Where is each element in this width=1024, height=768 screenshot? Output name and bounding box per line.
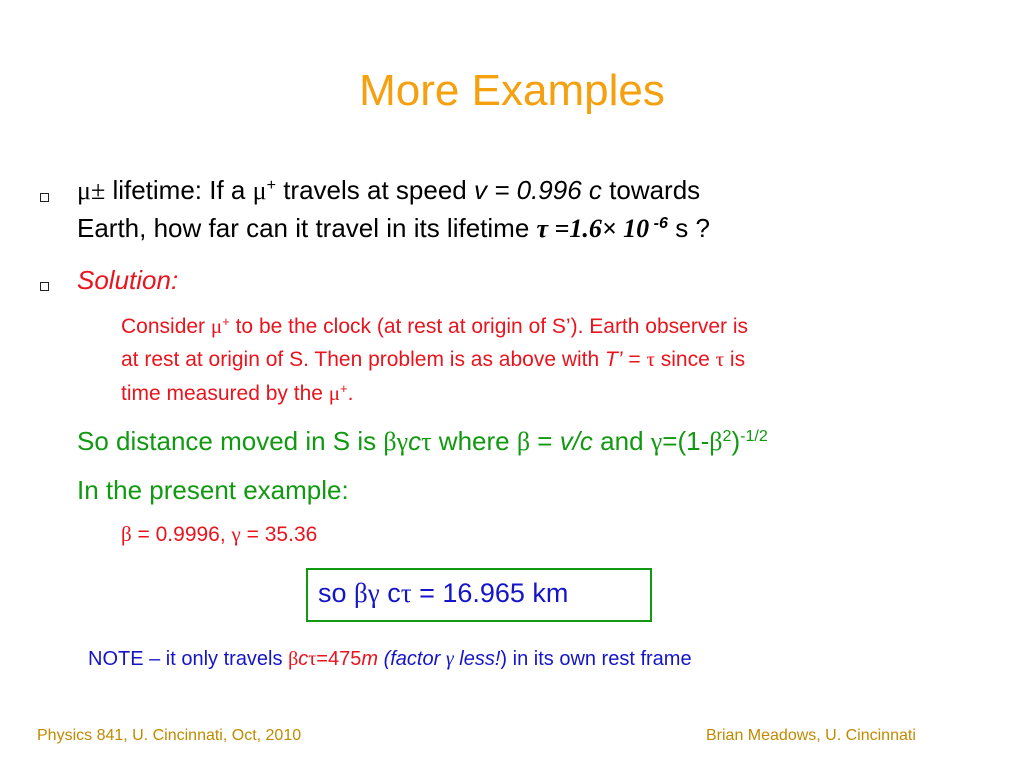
bullet1-text-c: towards bbox=[601, 175, 701, 205]
consider-text-d: time measured by the bbox=[121, 382, 329, 405]
equals: = bbox=[622, 348, 647, 371]
consider-line1 bbox=[121, 314, 748, 339]
square-exp: 2 bbox=[722, 427, 732, 446]
distance-text: So distance moved in S is bbox=[77, 426, 384, 456]
values-line bbox=[121, 522, 317, 547]
speed-value: v = 0.996 c bbox=[473, 175, 602, 205]
bullet1-text-b: travels at speed bbox=[275, 175, 474, 205]
plus-sup: + bbox=[222, 313, 230, 329]
result-value: = 16.965 km bbox=[411, 578, 569, 608]
beta-gamma: βγ bbox=[383, 427, 409, 456]
half-exp: -1/2 bbox=[740, 427, 768, 446]
tau-exponent: -6 bbox=[649, 214, 668, 233]
close-paren: ) bbox=[500, 648, 508, 670]
solution-text: Solution: bbox=[77, 265, 179, 295]
tau-symbol: τ bbox=[400, 578, 412, 608]
t-prime: T’ bbox=[605, 348, 623, 371]
factor-text: (factor bbox=[378, 648, 446, 670]
bullet-square-icon bbox=[40, 193, 49, 202]
consider-line2 bbox=[121, 347, 745, 372]
mu-symbol: μ bbox=[252, 176, 267, 205]
tau-symbol: τ bbox=[421, 427, 432, 456]
footer-left: Physics 841, U. Cincinnati, Oct, 2010 bbox=[37, 727, 302, 744]
beta-symbol: β bbox=[709, 427, 723, 456]
distance-line bbox=[77, 426, 768, 457]
note-text: NOTE – it only travels bbox=[88, 648, 289, 670]
slide-title: More Examples bbox=[359, 66, 665, 115]
beta-gamma: βγ bbox=[354, 578, 380, 608]
beta-symbol: β bbox=[516, 427, 531, 456]
is-text: is bbox=[724, 348, 746, 371]
solution-label bbox=[77, 265, 178, 296]
distance-value: =475 bbox=[316, 648, 362, 670]
period: . bbox=[347, 382, 354, 405]
equals: = bbox=[530, 426, 560, 456]
result-text bbox=[318, 578, 568, 609]
mu-symbol: μ bbox=[328, 381, 341, 405]
gamma-expr: =(1- bbox=[662, 426, 710, 456]
less-text: less! bbox=[453, 648, 501, 670]
bullet1-text-a: lifetime: If a bbox=[105, 175, 253, 205]
footer-right: Brian Meadows, U. Cincinnati bbox=[706, 727, 916, 744]
beta-value: = 0.9996, bbox=[131, 523, 232, 546]
gamma-symbol: γ bbox=[445, 648, 454, 670]
c-symbol: c bbox=[298, 648, 309, 670]
unit-seconds: s ? bbox=[668, 213, 710, 243]
beta-symbol: β bbox=[288, 648, 299, 670]
bullet1-line2 bbox=[77, 213, 710, 244]
tau-symbol: τ bbox=[715, 347, 725, 371]
where-text: where bbox=[431, 426, 517, 456]
gamma-symbol: γ bbox=[650, 427, 663, 456]
present-example: In the present example: bbox=[77, 475, 349, 505]
bullet1-line2-text: Earth, how far can it travel in its lifetime bbox=[77, 213, 537, 243]
c-symbol: c bbox=[408, 426, 422, 456]
beta-symbol: β bbox=[121, 522, 132, 546]
plus-sup: + bbox=[340, 380, 348, 396]
gamma-value: = 35.36 bbox=[240, 523, 318, 546]
consider-text-c: at rest at origin of S. Then problem is as above with bbox=[121, 348, 606, 371]
v-over-c: v/c bbox=[559, 426, 593, 456]
and-text: and bbox=[592, 426, 651, 456]
mu-symbol: μ bbox=[210, 314, 223, 338]
bullet1-line1 bbox=[77, 175, 700, 206]
note-line bbox=[88, 648, 692, 671]
tau-symbol: τ bbox=[646, 347, 655, 371]
consider-text-b: to be the clock (at rest at origin of S’). Earth observer is bbox=[229, 315, 748, 338]
consider-text-a: Consider bbox=[121, 315, 211, 338]
c-symbol: c bbox=[379, 578, 401, 608]
close-paren: ) bbox=[731, 426, 741, 456]
tau-expression: τ =1.6× 10 bbox=[536, 214, 650, 243]
consider-line3 bbox=[121, 381, 353, 406]
tau-symbol: τ bbox=[308, 648, 317, 670]
since-text: since bbox=[654, 348, 716, 371]
meter-unit: m bbox=[361, 648, 379, 670]
plus-sup: + bbox=[266, 176, 276, 195]
bullet-square-icon bbox=[40, 282, 49, 291]
mu-pm-symbol: μ± bbox=[77, 176, 106, 205]
gamma-symbol: γ bbox=[231, 522, 241, 546]
so-text: so bbox=[318, 578, 355, 608]
note-end-text: in its own rest frame bbox=[507, 648, 692, 670]
